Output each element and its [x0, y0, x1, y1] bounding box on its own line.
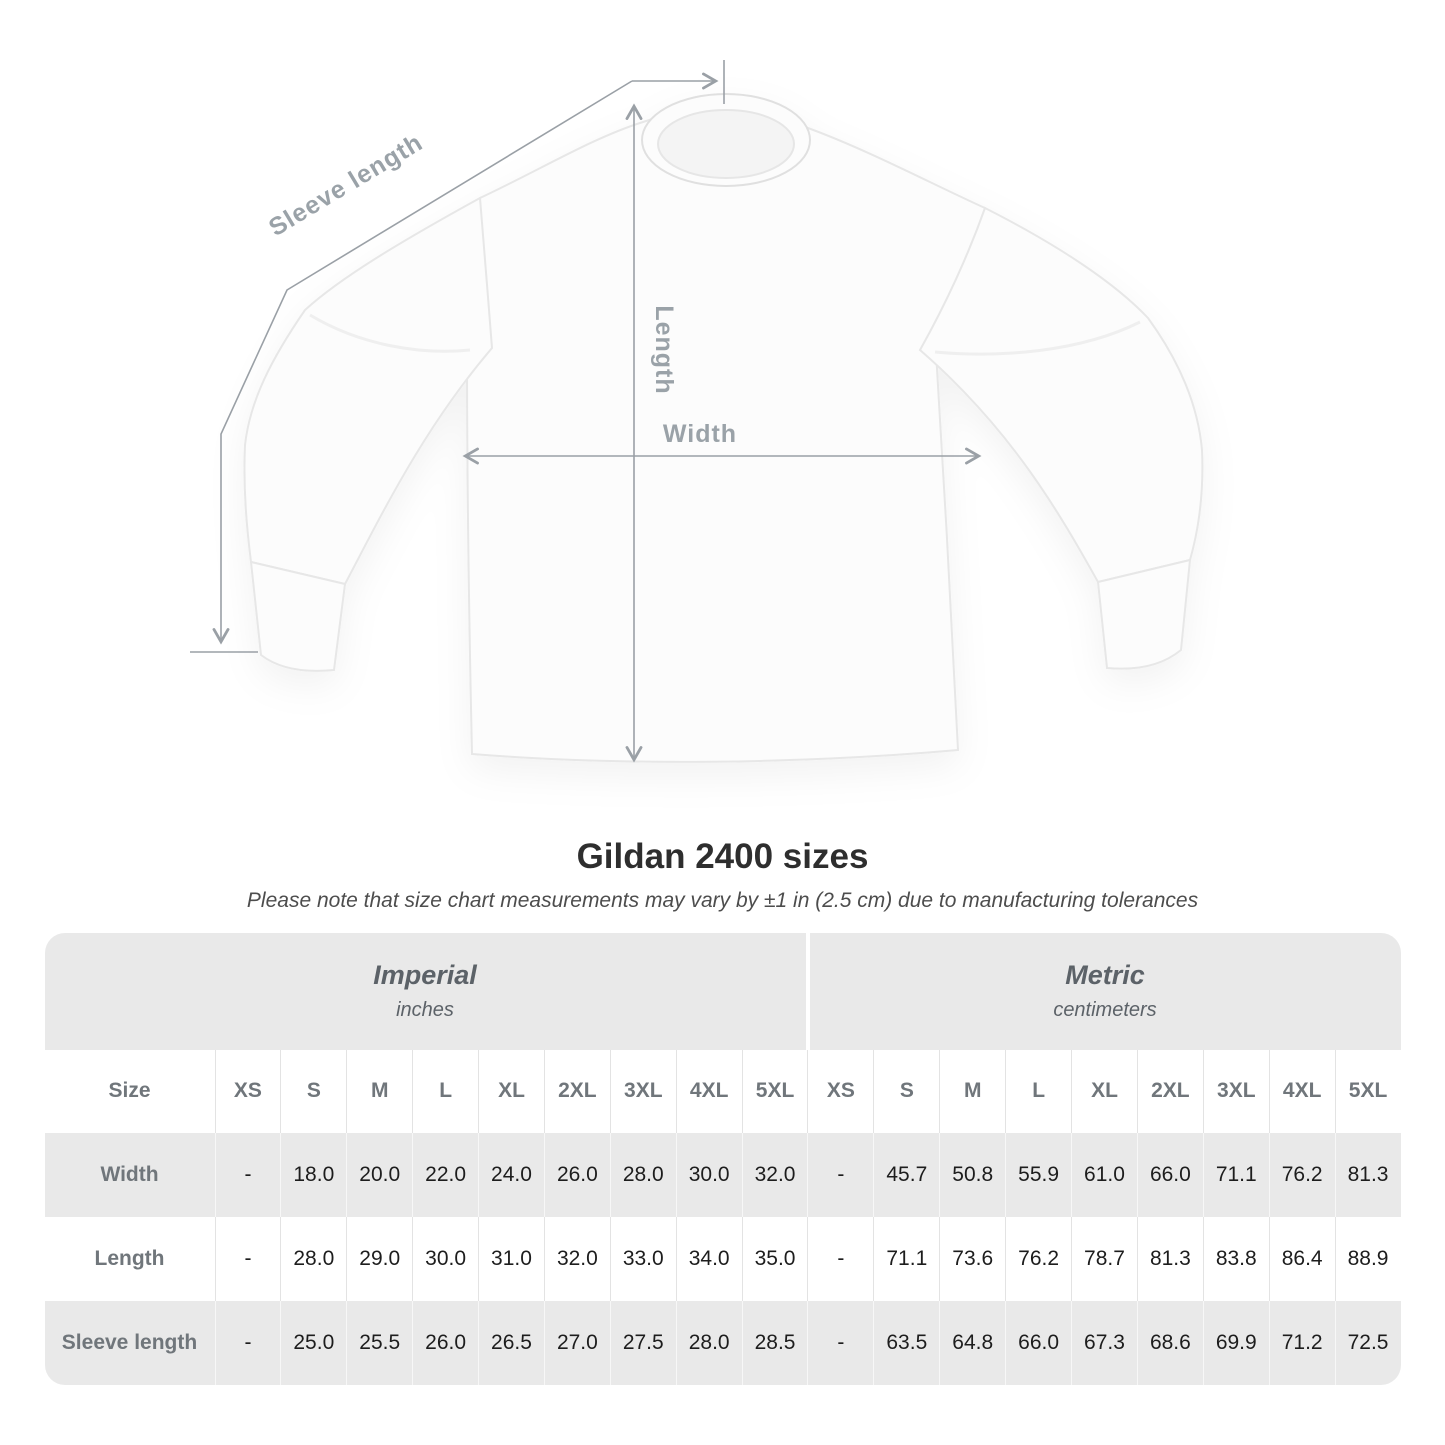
table-cell: 71.1	[1203, 1133, 1269, 1217]
table-cell: 66.0	[1137, 1133, 1203, 1217]
table-cell: 71.1	[873, 1217, 939, 1301]
table-row-width	[45, 1133, 1401, 1217]
table-cell: -	[807, 1133, 873, 1217]
table-cell: 25.0	[280, 1301, 346, 1385]
table-cell: 34.0	[676, 1217, 742, 1301]
table-cell: 24.0	[478, 1133, 544, 1217]
shirt-collar-inner	[658, 110, 794, 178]
table-cell: -	[215, 1217, 281, 1301]
table-cell: 88.9	[1335, 1217, 1401, 1301]
table-cell: 64.8	[939, 1301, 1005, 1385]
page-title: Gildan 2400 sizes	[576, 837, 869, 876]
table-row-sleeve-length	[45, 1301, 1401, 1385]
size-col-header: XL	[478, 1050, 544, 1133]
table-cell: 72.5	[1335, 1301, 1401, 1385]
size-header-row	[45, 1050, 1401, 1133]
table-cell: -	[807, 1217, 873, 1301]
table-cell: 67.3	[1071, 1301, 1137, 1385]
unit-section-row	[45, 933, 1401, 1050]
table-cell: 30.0	[676, 1133, 742, 1217]
imperial-subtitle: inches	[396, 999, 454, 1021]
table-cell: 63.5	[873, 1301, 939, 1385]
table-cell: -	[215, 1301, 281, 1385]
table-cell: 45.7	[873, 1133, 939, 1217]
table-cell: 27.5	[610, 1301, 676, 1385]
table-cell: 25.5	[346, 1301, 412, 1385]
size-col-header: L	[1005, 1050, 1071, 1133]
row-label: Width	[100, 1162, 159, 1186]
metric-subtitle: centimeters	[1053, 999, 1157, 1021]
table-cell: 32.0	[742, 1133, 808, 1217]
size-chart-table	[45, 933, 1401, 1385]
shirt-left-sleeve	[244, 198, 492, 584]
table-cell: 27.0	[544, 1301, 610, 1385]
table-cell: 28.0	[610, 1133, 676, 1217]
table-cell: 83.8	[1203, 1217, 1269, 1301]
table-cell: 76.2	[1005, 1217, 1071, 1301]
size-col-header: 5XL	[1335, 1050, 1401, 1133]
metric-section-header	[810, 933, 1401, 1050]
size-col-header: L	[412, 1050, 478, 1133]
size-col-header: 3XL	[610, 1050, 676, 1133]
chart-heading	[0, 838, 1445, 913]
row-label: Sleeve length	[61, 1330, 198, 1354]
size-col-header: 4XL	[676, 1050, 742, 1133]
table-cell: 66.0	[1005, 1301, 1071, 1385]
table-cell: 31.0	[478, 1217, 544, 1301]
table-cell: 55.9	[1005, 1133, 1071, 1217]
table-cell: 86.4	[1269, 1217, 1335, 1301]
table-cell: 29.0	[346, 1217, 412, 1301]
table-cell: 28.5	[742, 1301, 808, 1385]
size-col-header: 5XL	[742, 1050, 808, 1133]
shirt-right-sleeve	[920, 208, 1202, 582]
imperial-section-header	[45, 933, 806, 1050]
sleeve-length-label: Sleeve length	[264, 128, 428, 242]
size-col-header: M	[939, 1050, 1005, 1133]
table-cell: 18.0	[280, 1133, 346, 1217]
size-col-header: XL	[1071, 1050, 1137, 1133]
row-label: Length	[94, 1246, 165, 1270]
table-cell: 26.0	[544, 1133, 610, 1217]
table-cell: 32.0	[544, 1217, 610, 1301]
table-cell: 22.0	[412, 1133, 478, 1217]
width-label: Width	[662, 420, 738, 448]
table-cell: 78.7	[1071, 1217, 1137, 1301]
table-cell: 76.2	[1269, 1133, 1335, 1217]
table-cell: 68.6	[1137, 1301, 1203, 1385]
imperial-title: Imperial	[373, 960, 477, 990]
size-col-header: S	[873, 1050, 939, 1133]
table-cell: 50.8	[939, 1133, 1005, 1217]
size-col-header: 3XL	[1203, 1050, 1269, 1133]
table-cell: 81.3	[1137, 1217, 1203, 1301]
size-col-header: 4XL	[1269, 1050, 1335, 1133]
table-cell: 69.9	[1203, 1301, 1269, 1385]
table-cell: 33.0	[610, 1217, 676, 1301]
table-cell: -	[215, 1133, 281, 1217]
size-col-header: 2XL	[1137, 1050, 1203, 1133]
table-cell: 71.2	[1269, 1301, 1335, 1385]
size-col-header: XS	[215, 1050, 281, 1133]
table-cell: -	[807, 1301, 873, 1385]
size-column-title: Size	[108, 1079, 151, 1102]
tolerance-note: Please note that size chart measurements may vary by ±1 in (2.5 cm) due to manufacturing tolerances	[246, 888, 1199, 912]
table-cell: 73.6	[939, 1217, 1005, 1301]
table-cell: 61.0	[1071, 1133, 1137, 1217]
table-cell: 81.3	[1335, 1133, 1401, 1217]
metric-title: Metric	[1065, 960, 1145, 990]
table-cell: 28.0	[676, 1301, 742, 1385]
table-cell: 35.0	[742, 1217, 808, 1301]
size-col-header: XS	[807, 1050, 873, 1133]
table-cell: 28.0	[280, 1217, 346, 1301]
table-cell: 26.5	[478, 1301, 544, 1385]
table-cell: 30.0	[412, 1217, 478, 1301]
table-cell: 20.0	[346, 1133, 412, 1217]
size-col-header: M	[346, 1050, 412, 1133]
size-col-header: 2XL	[544, 1050, 610, 1133]
table-cell: 26.0	[412, 1301, 478, 1385]
length-label: Length	[650, 305, 678, 395]
table-row-length	[45, 1217, 1401, 1301]
size-col-header: S	[280, 1050, 346, 1133]
